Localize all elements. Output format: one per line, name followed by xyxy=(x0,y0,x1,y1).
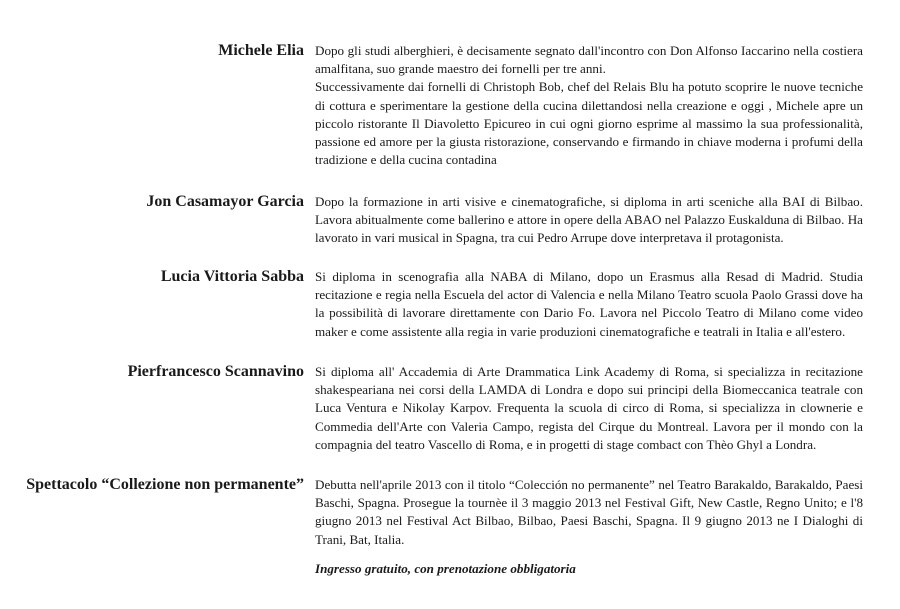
entry-description xyxy=(315,476,863,549)
entry-description xyxy=(315,193,863,248)
entry-name: Spettacolo “Collezione non permanente” xyxy=(26,476,304,493)
entry-note: Ingresso gratuito, con prenotazione obbligatoria xyxy=(315,561,576,576)
entry-paragraph: Debutta nell'aprile 2013 con il titolo “Colección no permanente” nel Teatro Barakaldo, Barakaldo, Paesi Baschi, Spagna. Prosegue la tournèe il 3 maggio 2013 nel Festival Gift, New Castle, Regno Unito; e l'8 giugno 2013 nel Festival Act Bilbao, Bilbao, Paesi Baschi, Spagna. Il 9 giugno 2013 ne I Dialoghi di Trani, Bat, Italia. xyxy=(315,477,863,547)
entry-description xyxy=(315,268,863,341)
entry-name: Lucia Vittoria Sabba xyxy=(160,268,304,285)
entry-description xyxy=(315,363,863,454)
entry-paragraph: Dopo gli studi alberghieri, è decisamente segnato dall'incontro con Don Alfonso Iaccarino nella costiera amalfitana, suo grande maestro dei fornelli per tre anni. xyxy=(315,43,863,77)
entry-name: Michele Elia xyxy=(218,42,304,59)
entry-description xyxy=(315,42,863,169)
entry-name: Pierfrancesco Scannavino xyxy=(127,363,304,380)
entry-paragraph: Si diploma in scenografia alla NABA di Milano, dopo un Erasmus alla Resad di Madrid. Studia recitazione e regia nella Escuela del actor di Valencia e nella Milano Teatro scuola Paolo Grassi dove ha la possibilità di lavorare direttamente con Dario Fo. Lavora nel Piccolo Teatro di Milano come video maker e come assistente alla regia in varie produzioni cinematografiche e teatrali in Italia e all'estero. xyxy=(315,269,863,339)
entry-paragraph: Si diploma all' Accademia di Arte Drammatica Link Academy di Roma, si specializza in recitazione shakespeariana nei corsi della LAMDA di Londra e dopo sui principi della Biomeccanica teatrale con Luca Ventura e Nikolay Karpov. Frequenta la scuola di circo di Roma, si specializza in clownerie e Commedia dell'Arte con Valeria Campo, regista del Cirque du Montreal. Lavora per il mondo con la compagnia del teatro Vascello di Roma, e in progetti di stage combact con Thèo Ghyl a Londra. xyxy=(315,364,863,452)
entry-paragraph: Dopo la formazione in arti visive e cinematografiche, si diploma in arti sceniche alla BAI di Bilbao. Lavora abitualmente come ballerino e attore in opere della ABAO nel Palazzo Euskalduna di Bilbao. Ha lavorato in vari musical in Spagna, tra cui Pedro Arrupe dove interpretava il protagonista. xyxy=(315,194,863,246)
entry-paragraph: Successivamente dai fornelli di Christoph Bob, chef del Relais Blu ha potuto scoprire le nuove tecniche di cottura e sperimentare la gestione della cucina dilettandosi nella creazione e oggi , Michele apre un piccolo ristorante Il Diavoletto Epicureo in cui ogni giorno esprime al massimo la sua professionalità, passione ed amore per la giusta ristorazione, conservando e firmando in chiave moderna i profumi della tradizione e della cucina contadina xyxy=(315,79,863,168)
entry-name: Jon Casamayor Garcia xyxy=(146,193,304,210)
